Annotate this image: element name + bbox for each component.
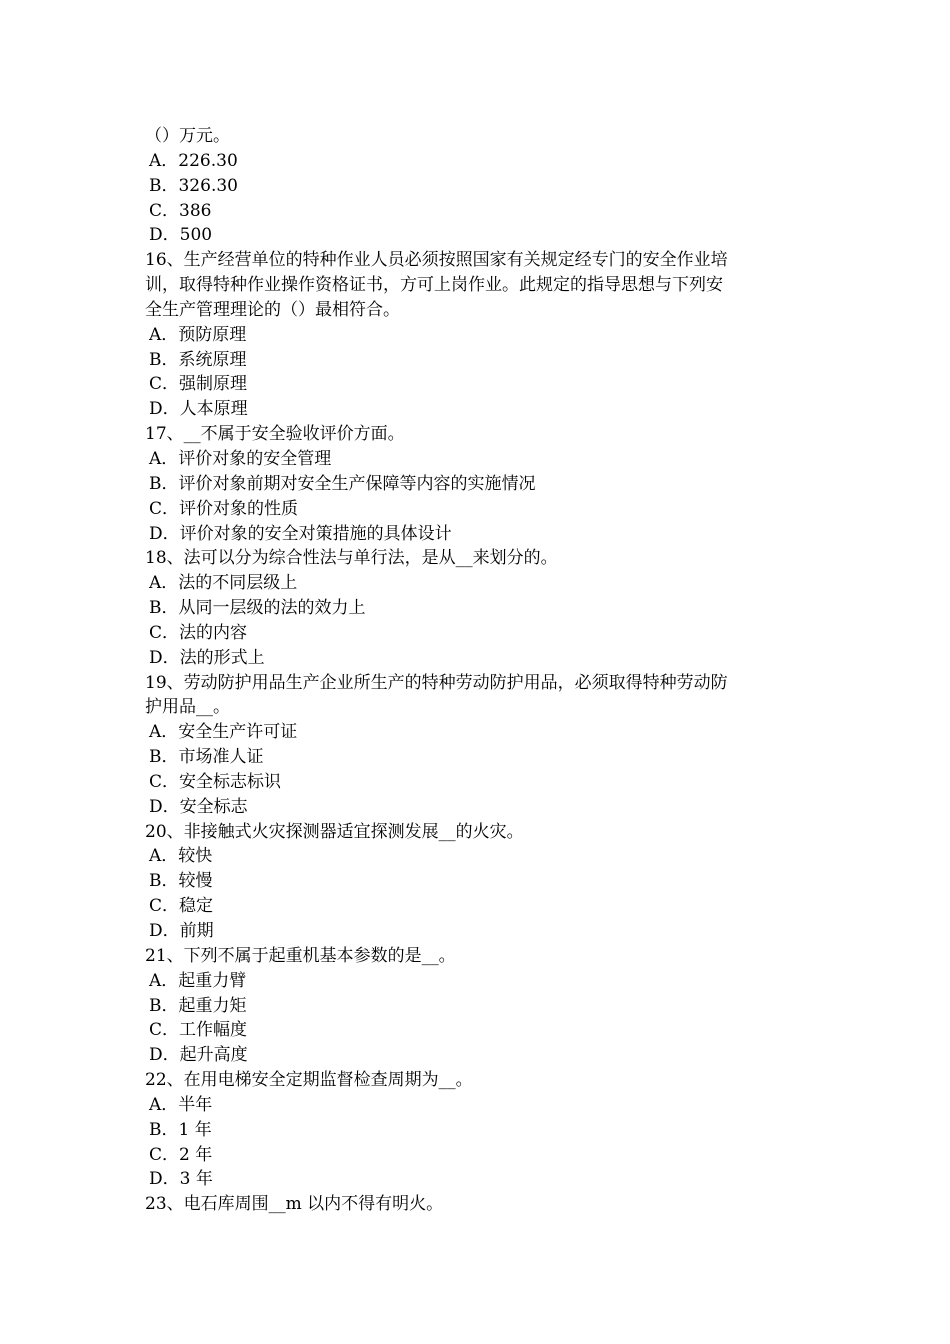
answer-option: C．工作幅度 — [149, 1020, 248, 1041]
answer-option: B．系统原理 — [149, 349, 247, 370]
answer-option: A．预防原理 — [149, 324, 247, 345]
answer-option: C．386 — [149, 200, 212, 221]
answer-option: B．较慢 — [149, 871, 213, 892]
answer-option: B．326.30 — [149, 175, 238, 196]
answer-option: D．3 年 — [149, 1169, 213, 1190]
answer-option: B．从同一层级的法的效力上 — [149, 598, 366, 619]
answer-option: D．起升高度 — [149, 1045, 248, 1066]
text-line: （）万元。 — [145, 126, 230, 146]
answer-option: A．半年 — [149, 1094, 213, 1115]
question-text: 护用品__。 — [145, 697, 230, 718]
question-text: 21、下列不属于起重机基本参数的是__。 — [145, 945, 456, 966]
answer-option: D．评价对象的安全对策措施的具体设计 — [149, 523, 452, 544]
question-text: 18、法可以分为综合性法与单行法，是从__来划分的。 — [145, 548, 558, 569]
answer-option: D．安全标志 — [149, 796, 248, 817]
answer-option: C．稳定 — [149, 896, 214, 917]
answer-option: C．法的内容 — [149, 622, 248, 643]
question-text: 20、非接触式火灾探测器适宜探测发展__的火灾。 — [145, 821, 524, 842]
answer-option: A．安全生产许可证 — [149, 722, 298, 743]
question-text: 23、电石库周围__m 以内不得有明火。 — [145, 1194, 444, 1215]
question-text: 19、劳动防护用品生产企业所生产的特种劳动防护用品，必须取得特种劳动防 — [145, 672, 728, 693]
question-text: 全生产管理理论的（）最相符合。 — [145, 299, 400, 320]
question-text: 17、__不属于安全验收评价方面。 — [145, 424, 405, 445]
answer-option: B．市场准人证 — [149, 747, 264, 768]
question-text: 22、在用电梯安全定期监督检查周期为__。 — [145, 1070, 473, 1091]
answer-option: C．安全标志标识 — [149, 771, 282, 792]
answer-option: A．起重力臂 — [149, 970, 247, 991]
document-body — [145, 124, 810, 1217]
answer-option: C．2 年 — [149, 1144, 213, 1165]
answer-option: B．起重力矩 — [149, 995, 247, 1016]
answer-option: A．较快 — [149, 846, 213, 867]
answer-option: B．1 年 — [149, 1119, 212, 1140]
answer-option: A．法的不同层级上 — [149, 573, 298, 594]
answer-option: D．500 — [149, 225, 213, 246]
question-text: 16、生产经营单位的特种作业人员必须按照国家有关规定经专门的安全作业培 — [145, 250, 728, 271]
answer-option: A．评价对象的安全管理 — [149, 448, 332, 469]
answer-option: C．评价对象的性质 — [149, 498, 299, 519]
answer-option: D．法的形式上 — [149, 647, 265, 668]
answer-option: D．前期 — [149, 921, 214, 941]
answer-option: B．评价对象前期对安全生产保障等内容的实施情况 — [149, 473, 536, 494]
answer-option: A．226.30 — [149, 150, 238, 171]
question-text: 训，取得特种作业操作资格证书，方可上岗作业。此规定的指导思想与下列安 — [145, 275, 723, 296]
answer-option: D．人本原理 — [149, 399, 248, 420]
answer-option: C．强制原理 — [149, 374, 248, 395]
